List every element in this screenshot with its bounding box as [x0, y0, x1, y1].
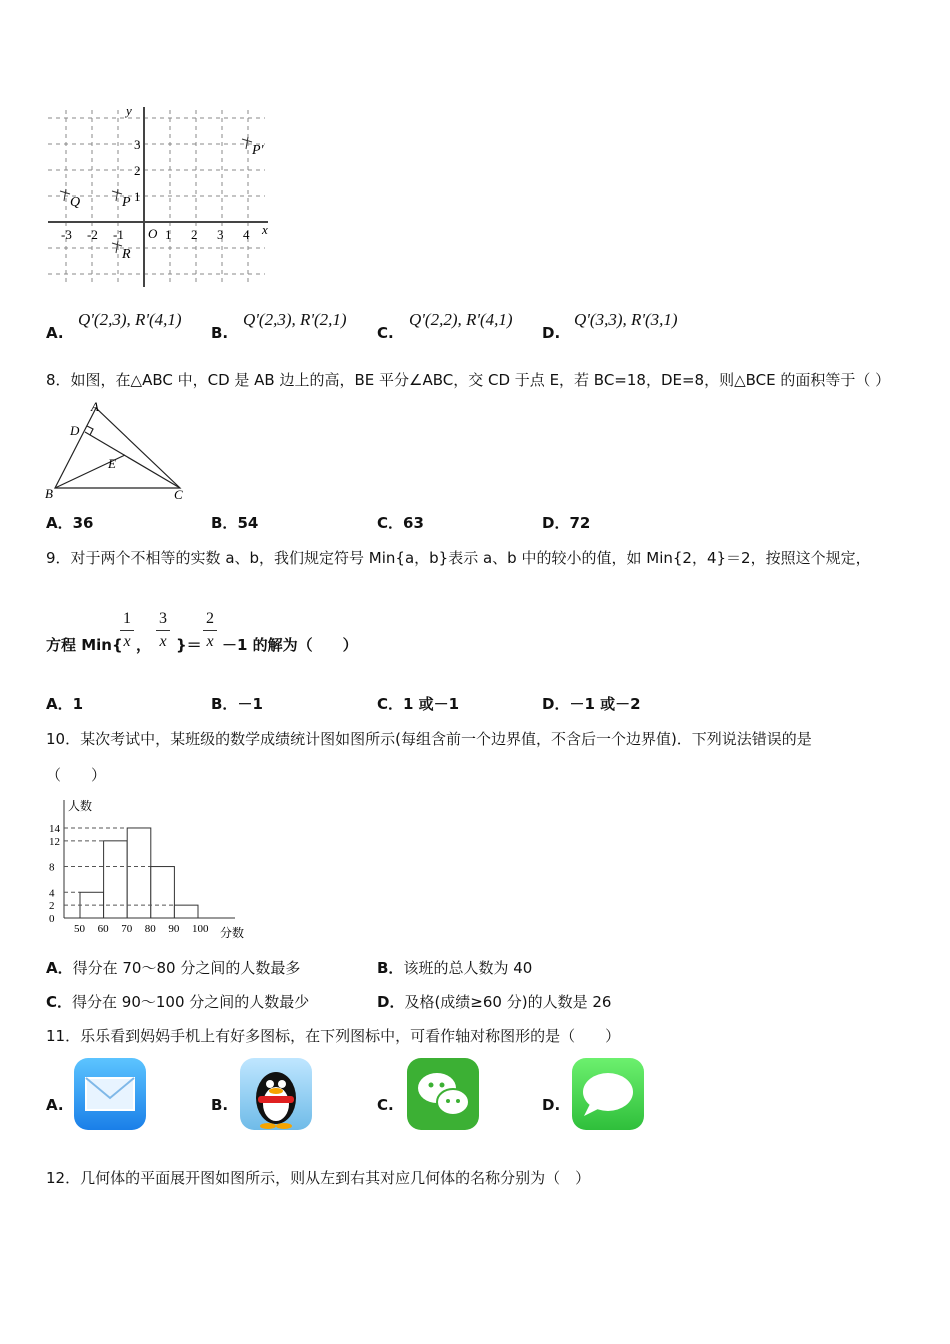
- histogram: [40, 795, 260, 945]
- q11-option-a-letter: A.: [46, 1096, 64, 1114]
- q7-option-c-letter: C.: [377, 324, 394, 342]
- q7-option-a[interactable]: Q'(2,3), R'(4,1): [78, 310, 182, 329]
- label-a: A: [91, 399, 99, 414]
- q10-stem-paren: （ ）: [46, 766, 107, 784]
- fraction-3-over-x: $\frac{3}{x}$: [156, 610, 170, 651]
- y-tick-label: 14: [49, 822, 60, 835]
- q11-option-c-letter: C.: [377, 1096, 394, 1114]
- x-tick-label: 100: [192, 923, 209, 935]
- q10-option-b[interactable]: B．该班的总人数为 40: [377, 959, 533, 977]
- point-label: R: [122, 247, 131, 262]
- y-tick-label: 8: [49, 861, 55, 874]
- y-tick-label: 3: [134, 137, 141, 152]
- q8-option-d[interactable]: D．72: [542, 514, 591, 532]
- q8-stem: 8．如图，在△ABC 中，CD 是 AB 边上的高，BE 平分∠ABC，交 CD 于点 E，若 BC=18，DE=8，则△BCE 的面积等于（ ）: [46, 371, 891, 389]
- x-tick-label: 50: [74, 923, 85, 935]
- wechat-icon[interactable]: [407, 1058, 479, 1130]
- x-tick-label: 90: [168, 923, 180, 935]
- x-tick-label: 70: [121, 923, 133, 935]
- messages-icon[interactable]: [572, 1058, 644, 1130]
- label-b: B: [45, 486, 53, 501]
- point-label: P: [122, 195, 131, 210]
- q9-eq-post: －1 的解为（ ）: [222, 636, 358, 654]
- y-tick-label: 1: [134, 189, 141, 204]
- q9-equals: }＝: [176, 636, 202, 654]
- coordinate-graph: [40, 95, 280, 295]
- x-axis-label: x: [262, 222, 268, 237]
- q12-stem: 12．几何体的平面展开图如图所示，则从左到右其对应几何体的名称分别为（ ）: [46, 1169, 591, 1187]
- label-d: D: [70, 423, 80, 438]
- x-tick-label: 1: [165, 227, 172, 242]
- q9-eq-pre: 方程 Min{: [46, 636, 123, 654]
- q11-stem: 11．乐乐看到妈妈手机上有好多图标，在下列图标中，可看作轴对称图形的是（ ）: [46, 1027, 621, 1045]
- histogram-bar: [151, 867, 175, 918]
- q9-stem: 9．对于两个不相等的实数 a、b，我们规定符号 Min{a，b}表示 a、b 中的较小的值，如 Min{2，4}＝2，按照这个规定，: [46, 549, 871, 567]
- point-label: Q: [70, 195, 81, 210]
- q7-option-d[interactable]: Q'(3,3), R'(3,1): [574, 310, 678, 329]
- x-tick-label: 4: [243, 227, 250, 242]
- y-tick-label: 4: [49, 887, 55, 900]
- q9-comma: ，: [136, 636, 152, 654]
- q11-option-d-letter: D.: [542, 1096, 561, 1114]
- x-tick-label: 60: [97, 923, 109, 935]
- q10-stem: 10．某次考试中，某班级的数学成绩统计图如图所示(每组含前一个边界值，不含后一个边界值)．下列说法错误的是: [46, 730, 812, 748]
- q9-option-b[interactable]: B．－1: [211, 695, 263, 713]
- q7-option-b[interactable]: Q'(2,3), R'(2,1): [243, 310, 347, 329]
- q7-option-c[interactable]: Q'(2,2), R'(4,1): [409, 310, 513, 329]
- q8-option-a[interactable]: A．36: [46, 514, 94, 532]
- x-tick-label: -2: [87, 227, 98, 242]
- q8-option-c[interactable]: C．63: [377, 514, 424, 532]
- q10-option-d[interactable]: D．及格(成绩≥60 分)的人数是 26: [377, 993, 612, 1011]
- plane-icon: [242, 137, 252, 149]
- fraction-2-over-x: $\frac{2}{x}$: [203, 610, 217, 651]
- origin-label: O: [148, 226, 158, 241]
- histogram-bar: [127, 828, 151, 918]
- plane-icon: [112, 241, 122, 253]
- q7-option-b-letter: B.: [211, 324, 229, 342]
- plane-icon: [112, 189, 122, 201]
- y-tick-label: 2: [134, 163, 141, 178]
- x-axis-label: 分数: [220, 926, 245, 940]
- q11-option-b-letter: B.: [211, 1096, 229, 1114]
- q7-option-d-letter: D.: [542, 324, 561, 342]
- histogram-bar: [104, 841, 128, 918]
- q9-option-d[interactable]: D．－1 或－2: [542, 695, 641, 713]
- q10-option-a[interactable]: A．得分在 70～80 分之间的人数最多: [46, 959, 301, 977]
- qq-penguin-icon[interactable]: [240, 1058, 312, 1130]
- y-tick-label: 12: [49, 835, 60, 848]
- x-tick-label: -1: [113, 227, 124, 242]
- y-axis-label: y: [126, 103, 132, 118]
- y-tick-label: 2: [49, 900, 55, 913]
- q8-option-b[interactable]: B．54: [211, 514, 259, 532]
- fraction-1-over-x: $\frac{1}{x}$: [120, 610, 134, 651]
- label-c: C: [174, 487, 183, 502]
- x-tick-label: 2: [191, 227, 198, 242]
- x-tick-label: 3: [217, 227, 224, 242]
- y-axis-label: 人数: [68, 799, 93, 813]
- histogram-bar: [174, 905, 198, 918]
- q10-option-c[interactable]: C．得分在 90～100 分之间的人数最少: [46, 993, 310, 1011]
- plane-icon: [60, 189, 70, 201]
- x-tick-label: -3: [61, 227, 72, 242]
- x-tick-label: 80: [144, 923, 156, 935]
- mail-icon[interactable]: [74, 1058, 146, 1130]
- q9-option-a[interactable]: A．1: [46, 695, 84, 713]
- q7-option-a-letter: A.: [46, 324, 64, 342]
- y-tick-label: 0: [49, 913, 55, 925]
- triangle-figure: [40, 398, 200, 503]
- label-e: E: [108, 456, 116, 471]
- q9-option-c[interactable]: C．1 或－1: [377, 695, 460, 713]
- point-label: P': [252, 143, 264, 158]
